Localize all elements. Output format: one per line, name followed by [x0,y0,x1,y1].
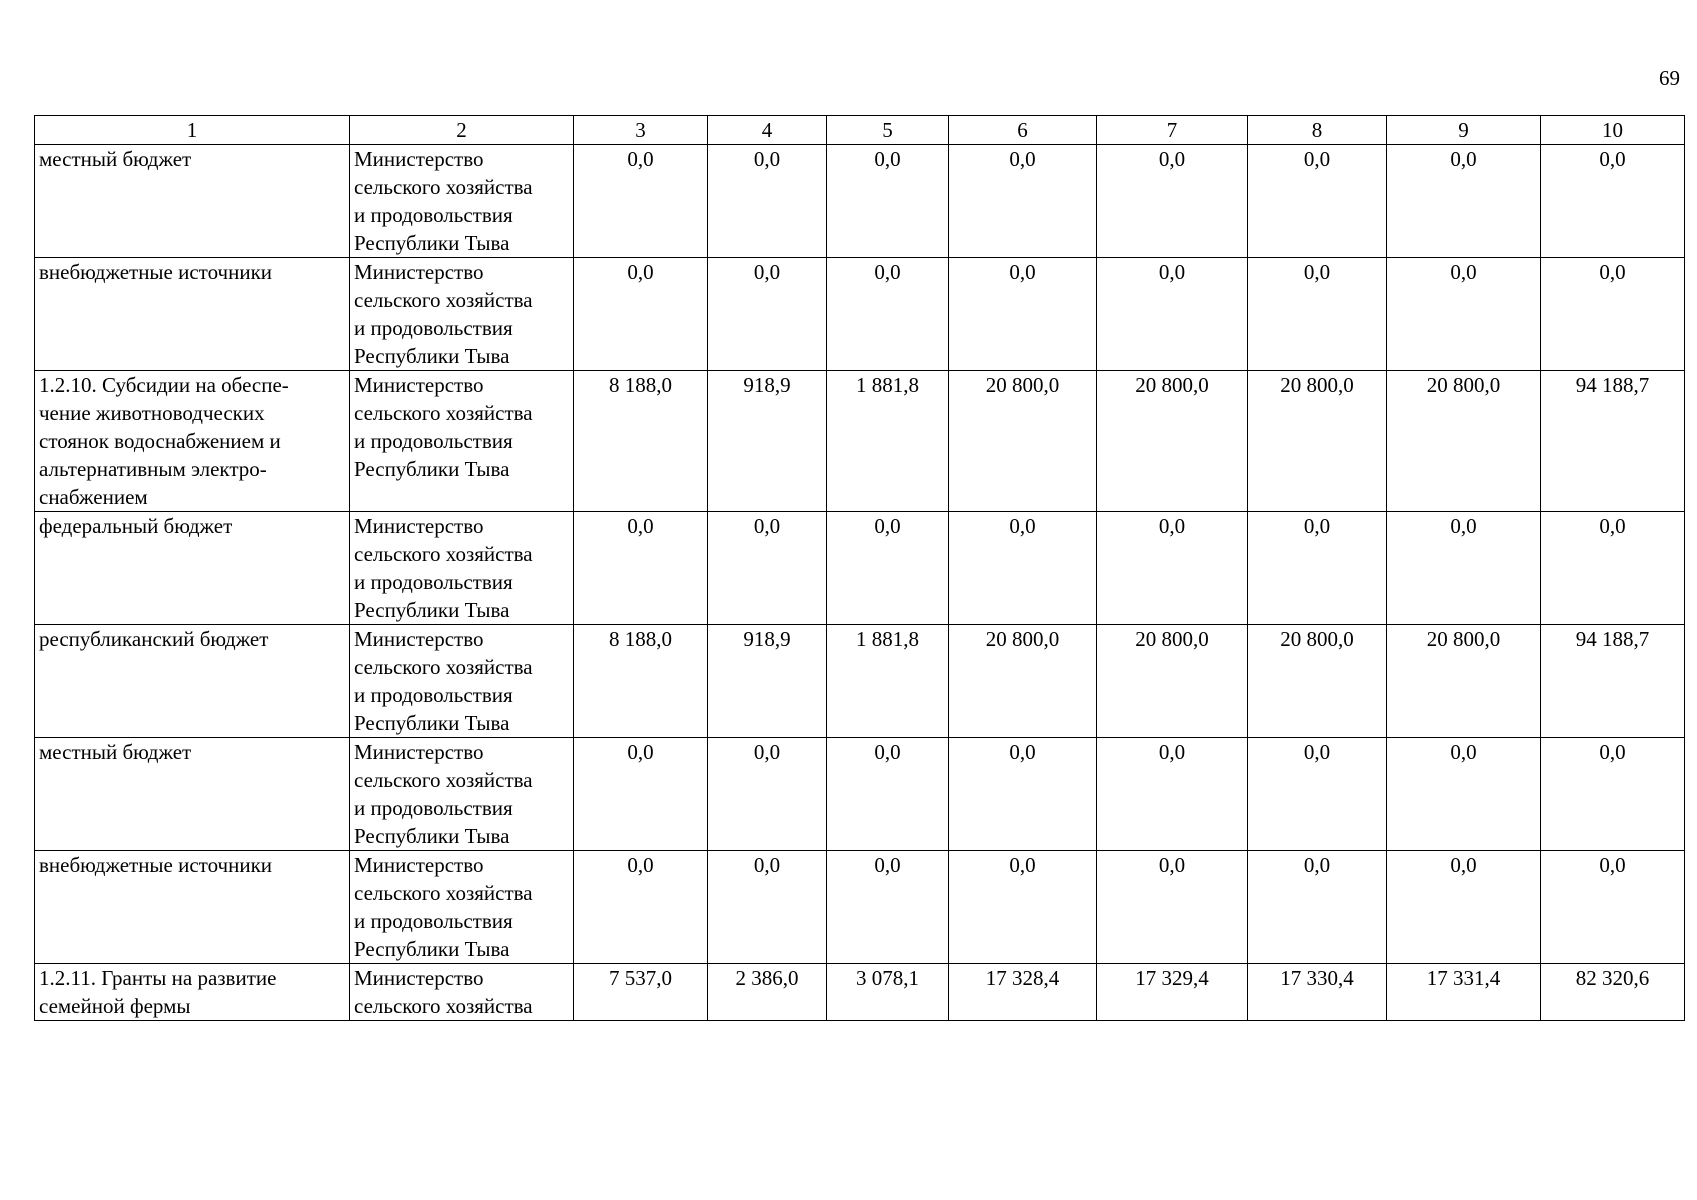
amount-cell: 17 330,4 [1248,964,1387,1021]
responsible-agency-line: сельского хозяйства [354,175,533,199]
responsible-agency-line: и продовольствия [354,429,513,453]
table-row [35,258,1685,371]
column-number-cell: 1 [35,116,350,145]
column-number-cell: 4 [708,116,827,145]
amount-cell: 0,0 [1541,738,1685,851]
amount-cell: 0,0 [1097,258,1248,371]
column-number-cell: 7 [1097,116,1248,145]
amount-cell: 7 537,0 [574,964,708,1021]
responsible-agency-line: и продовольствия [354,316,513,340]
responsible-agency-cell [350,145,574,258]
amount-cell: 0,0 [827,258,949,371]
table-row [35,145,1685,258]
item-name-line: чение животноводческих [39,401,265,425]
amount-cell: 0,0 [1541,145,1685,258]
amount-cell: 0,0 [1387,145,1541,258]
amount-cell: 0,0 [708,851,827,964]
amount-cell: 17 329,4 [1097,964,1248,1021]
amount-cell: 1 881,8 [827,371,949,512]
amount-cell: 0,0 [574,145,708,258]
item-name-line: республиканский бюджет [39,627,269,651]
amount-cell: 94 188,7 [1541,625,1685,738]
item-name-line: семейной фермы [39,994,191,1018]
amount-cell: 20 800,0 [1248,625,1387,738]
responsible-agency-line: Министерство [354,966,484,990]
amount-cell: 0,0 [708,145,827,258]
item-name-line: 1.2.11. Гранты на развитие [39,966,277,990]
responsible-agency-cell [350,258,574,371]
amount-cell: 0,0 [827,512,949,625]
item-name-line: местный бюджет [39,147,192,171]
item-name-line: 1.2.10. Субсидии на обеспе- [39,373,289,397]
responsible-agency-line: сельского хозяйства [354,401,533,425]
amount-cell: 0,0 [1541,851,1685,964]
responsible-agency-line: Республики Тыва [354,457,510,481]
responsible-agency-line: Министерство [354,740,484,764]
amount-cell: 0,0 [827,738,949,851]
column-number-cell: 8 [1248,116,1387,145]
item-name-line: внебюджетные источники [39,853,273,877]
amount-cell: 0,0 [949,738,1097,851]
amount-cell: 17 328,4 [949,964,1097,1021]
amount-cell: 0,0 [949,851,1097,964]
amount-cell: 0,0 [1387,851,1541,964]
responsible-agency-line: Министерство [354,147,484,171]
responsible-agency-line: Республики Тыва [354,231,510,255]
column-number-cell: 3 [574,116,708,145]
responsible-agency-line: сельского хозяйства [354,994,533,1018]
amount-cell: 20 800,0 [1097,371,1248,512]
item-name-cell [35,851,350,964]
amount-cell: 20 800,0 [1097,625,1248,738]
amount-cell: 0,0 [1387,258,1541,371]
amount-cell: 0,0 [1248,258,1387,371]
responsible-agency-line: сельского хозяйства [354,542,533,566]
amount-cell: 0,0 [574,512,708,625]
responsible-agency-line: Министерство [354,260,484,284]
responsible-agency-line: и продовольствия [354,570,513,594]
item-name-line: стоянок водоснабжением и [39,429,281,453]
amount-cell: 918,9 [708,625,827,738]
amount-cell: 20 800,0 [1248,371,1387,512]
responsible-agency-line: сельского хозяйства [354,881,533,905]
amount-cell: 0,0 [1248,145,1387,258]
responsible-agency-cell [350,371,574,512]
amount-cell: 0,0 [574,738,708,851]
amount-cell: 0,0 [1097,145,1248,258]
responsible-agency-line: сельского хозяйства [354,768,533,792]
amount-cell: 0,0 [949,258,1097,371]
responsible-agency-line: и продовольствия [354,683,513,707]
item-name-cell [35,371,350,512]
item-name-line: альтернативным электро- [39,457,267,481]
amount-cell: 0,0 [708,738,827,851]
amount-cell: 0,0 [1097,738,1248,851]
amount-cell: 82 320,6 [1541,964,1685,1021]
table-row [35,738,1685,851]
responsible-agency-line: Республики Тыва [354,937,510,961]
column-number-cell: 10 [1541,116,1685,145]
responsible-agency-line: сельского хозяйства [354,288,533,312]
column-number-cell: 6 [949,116,1097,145]
table-row [35,371,1685,512]
column-number-row [35,116,1685,145]
responsible-agency-line: Республики Тыва [354,344,510,368]
responsible-agency-line: Министерство [354,373,484,397]
responsible-agency-line: сельского хозяйства [354,655,533,679]
table-row [35,625,1685,738]
amount-cell: 0,0 [1387,738,1541,851]
responsible-agency-cell [350,851,574,964]
item-name-cell [35,512,350,625]
responsible-agency-line: Республики Тыва [354,711,510,735]
responsible-agency-line: Республики Тыва [354,824,510,848]
amount-cell: 0,0 [574,851,708,964]
responsible-agency-line: и продовольствия [354,909,513,933]
table-row [35,851,1685,964]
column-number-cell: 9 [1387,116,1541,145]
amount-cell: 0,0 [708,258,827,371]
table-body [35,116,1685,1021]
responsible-agency-line: и продовольствия [354,203,513,227]
amount-cell: 0,0 [1097,512,1248,625]
responsible-agency-line: Министерство [354,627,484,651]
responsible-agency-cell [350,964,574,1021]
amount-cell: 20 800,0 [1387,371,1541,512]
amount-cell: 0,0 [1248,851,1387,964]
amount-cell: 0,0 [949,145,1097,258]
amount-cell: 0,0 [708,512,827,625]
column-number-cell: 2 [350,116,574,145]
table-row [35,964,1685,1021]
amount-cell: 0,0 [827,145,949,258]
amount-cell: 8 188,0 [574,371,708,512]
item-name-cell [35,625,350,738]
responsible-agency-cell [350,738,574,851]
amount-cell: 0,0 [1387,512,1541,625]
budget-table [34,115,1685,1021]
item-name-cell [35,738,350,851]
responsible-agency-line: Республики Тыва [354,598,510,622]
item-name-cell [35,145,350,258]
amount-cell: 918,9 [708,371,827,512]
table-row [35,512,1685,625]
amount-cell: 1 881,8 [827,625,949,738]
item-name-cell [35,964,350,1021]
item-name-line: снабжением [39,485,148,509]
responsible-agency-line: Министерство [354,853,484,877]
item-name-cell [35,258,350,371]
column-number-cell: 5 [827,116,949,145]
amount-cell: 20 800,0 [1387,625,1541,738]
item-name-line: федеральный бюджет [39,514,233,538]
responsible-agency-cell [350,625,574,738]
responsible-agency-cell [350,512,574,625]
amount-cell: 2 386,0 [708,964,827,1021]
amount-cell: 20 800,0 [949,625,1097,738]
amount-cell: 0,0 [1541,258,1685,371]
amount-cell: 0,0 [1541,512,1685,625]
item-name-line: внебюджетные источники [39,260,273,284]
responsible-agency-line: Министерство [354,514,484,538]
amount-cell: 0,0 [827,851,949,964]
item-name-line: местный бюджет [39,740,192,764]
amount-cell: 17 331,4 [1387,964,1541,1021]
amount-cell: 0,0 [949,512,1097,625]
amount-cell: 0,0 [574,258,708,371]
responsible-agency-line: и продовольствия [354,796,513,820]
amount-cell: 0,0 [1097,851,1248,964]
amount-cell: 3 078,1 [827,964,949,1021]
amount-cell: 94 188,7 [1541,371,1685,512]
amount-cell: 0,0 [1248,738,1387,851]
page-number: 69 [1659,66,1680,90]
amount-cell: 8 188,0 [574,625,708,738]
amount-cell: 20 800,0 [949,371,1097,512]
amount-cell: 0,0 [1248,512,1387,625]
